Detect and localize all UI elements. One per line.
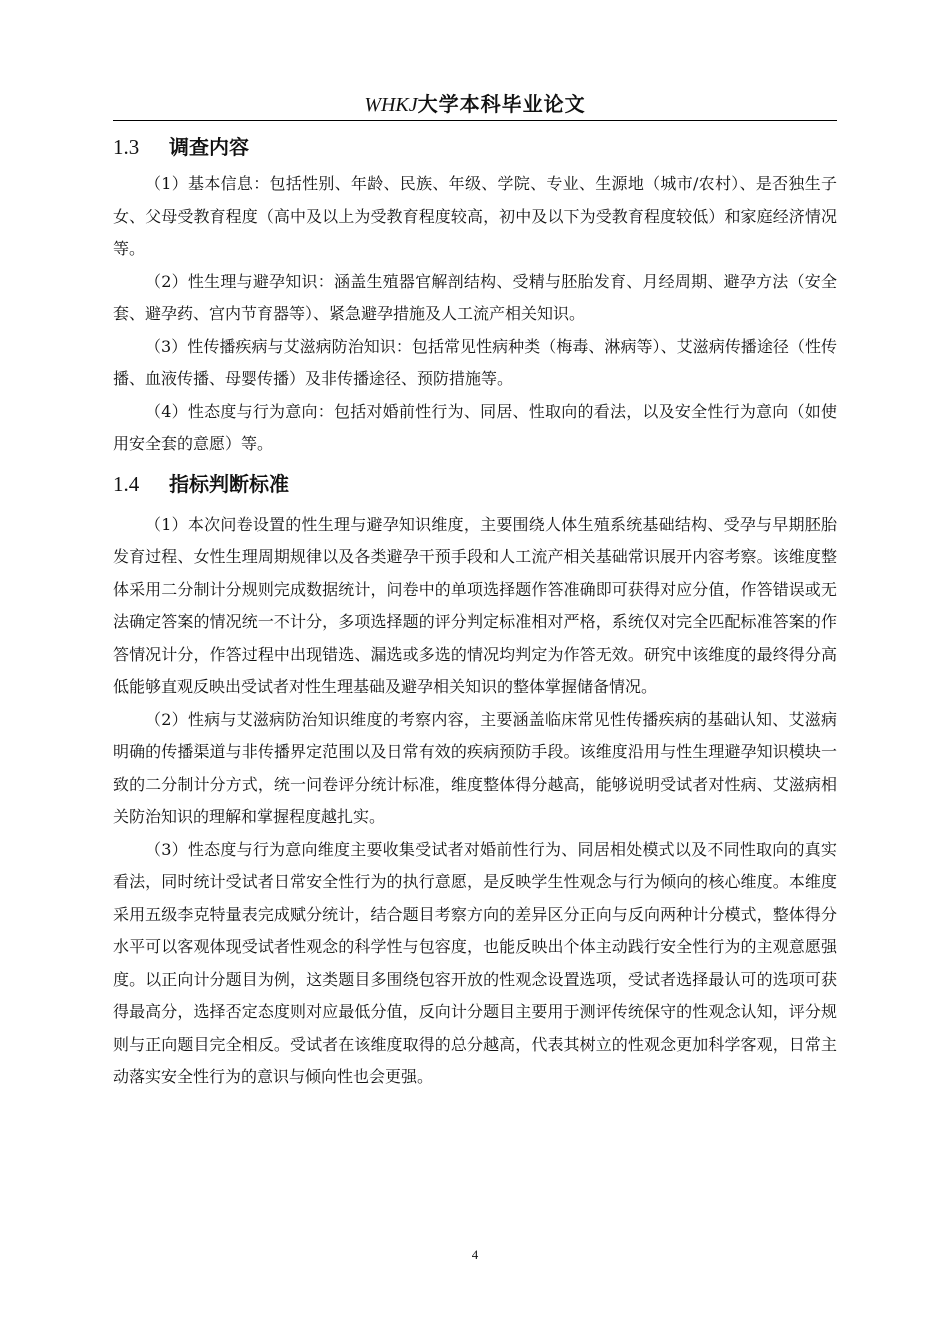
header-title: 大学本科毕业论文 [417,92,586,116]
section-number: 1.4 [113,471,140,496]
page-number: 4 [471,1247,479,1262]
section-heading-1-4 [113,467,837,501]
paragraph: （2）性生理与避孕知识：涵盖生殖器官解剖结构、受精与胚胎发育、月经周期、避孕方法（安全套、避孕药、宫内节育器等）、紧急避孕措施及人工流产相关知识。 [113,271,837,323]
section-number: 1.3 [113,135,140,159]
paragraph: （3）性传播疾病与艾滋病防治知识：包括常见性病种类（梅毒、淋病等）、艾滋病传播途径（性传播、血液传播、母婴传播）及非传播途径、预防措施等。 [113,336,837,388]
paragraph: （4）性态度与行为意向：包括对婚前性行为、同居、性取向的看法，以及安全性行为意向（如使用安全套的意愿）等。 [113,401,837,453]
paragraph: （1）本次问卷设置的性生理与避孕知识维度，主要围绕人体生殖系统基础结构、受孕与早期胚胎发育过程、女性生理周期规律以及各类避孕干预手段和人工流产相关基础常识展开内容考察。该维度整体采用二分制计分规则完成数据统计，问卷中的单项选择题作答准确即可获得对应分值，作答错误或无法确定答案的情况统一不计分，多项选择题的评分判定标准相对严格，系统仅对完全匹配标准答案的作答情况计分，作答过程中出现错选、漏选或多选的情况均判定为作答无效。研究中该维度的最终得分高低能够直观反映出受试者对性生理基础及避孕相关知识的整体掌握储备情况。 [113,514,837,696]
running-header [113,88,837,121]
page-body [113,130,837,1094]
section-title: 调查内容 [169,135,249,159]
paragraph: （2）性病与艾滋病防治知识维度的考察内容，主要涵盖临床常见性传播疾病的基础认知、艾滋病明确的传播渠道与非传播界定范围以及日常有效的疾病预防手段。该维度沿用与性生理避孕知识模块一致的二分制计分方式，统一问卷评分统计标准，维度整体得分越高，能够说明受试者对性病、艾滋病相关防治知识的理解和掌握程度越扎实。 [113,709,837,826]
paragraph: （1）基本信息：包括性别、年龄、民族、年级、学院、专业、生源地（城市/农村）、是否独生子女、父母受教育程度（高中及以上为受教育程度较高，初中及以下为受教育程度较低）和家庭经济情况等。 [113,174,837,258]
section-title: 指标判断标准 [169,471,289,496]
header-latin: WHKJ [364,94,418,116]
section-heading-1-3 [113,130,837,164]
paragraph: （3）性态度与行为意向维度主要收集受试者对婚前性行为、同居相处模式以及不同性取向的真实看法，同时统计受试者日常安全性行为的执行意愿，是反映学生性观念与行为倾向的核心维度。本维度采用五级李克特量表完成赋分统计，结合题目考察方向的差异区分正向与反向两种计分模式，整体得分水平可以客观体现受试者性观念的科学性与包容度，也能反映出个体主动践行安全性行为的主观意愿强度。以正向计分题目为例，这类题目多围绕包容开放的性观念设置选项，受试者选择最认可的选项可获得最高分，选择否定态度则对应最低分值，反向计分题目主要用于测评传统保守的性观念认知，评分规则与正向题目完全相反。受试者在该维度取得的总分越高，代表其树立的性观念更加科学客观，日常主动落实安全性行为的意识与倾向性也会更强。 [113,839,837,1086]
